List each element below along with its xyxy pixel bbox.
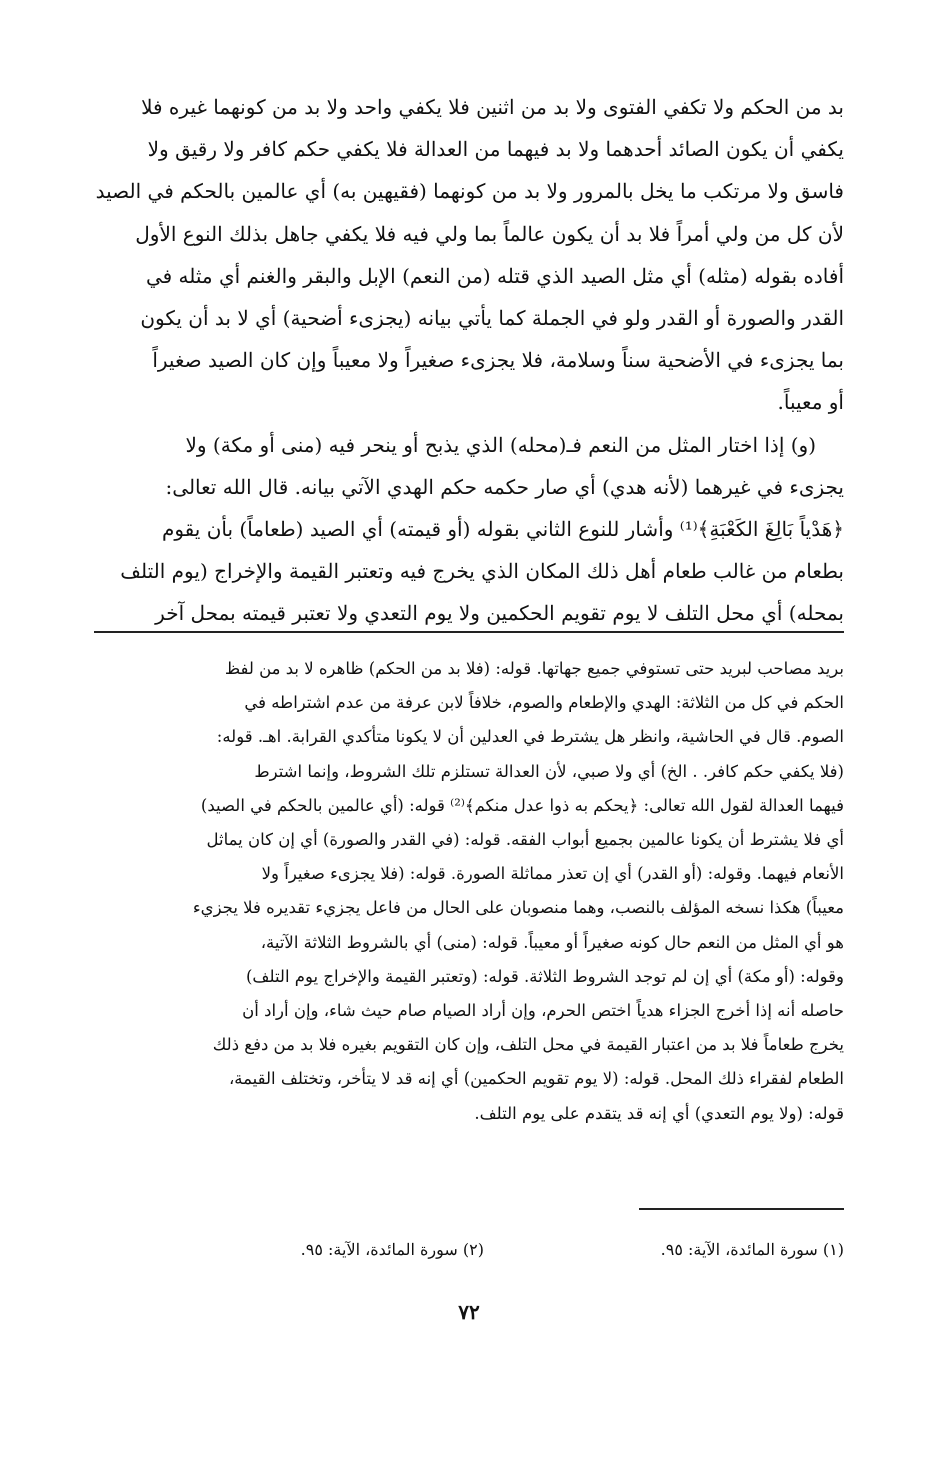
main-text-divider [94, 631, 844, 633]
footnote-divider [639, 1208, 844, 1210]
commentary-line: أي فلا يشترط أن يكونا عالمين بجميع أبواب الفقه. قوله: (في القدر والصورة) أي إن كان يماثل [206, 830, 844, 850]
commentary-line: يخرج طعاماً فلا بد من اعتبار القيمة في محل التلف، وإن كان التقويم بغيره فلا بد من دفع ذلك [212, 1035, 844, 1055]
commentary-line: الصوم. قال في الحاشية، وانظر هل يشترط في العدلين أن لا يكونا متأكدي القرابة. اهـ. قوله: [216, 727, 844, 747]
main-text-line: بطعام من غالب طعام أهل ذلك المكان الذي يخرج فيه وتعتبر القيمة والإخراج (يوم التلف [120, 559, 844, 584]
page-number: ٧٢ [458, 1300, 480, 1324]
commentary-line: قوله: (ولا يوم التعدي) أي إنه قد يتقدم على يوم التلف. [474, 1103, 844, 1123]
main-text-block [94, 86, 844, 635]
main-text-line: القدر والصورة أو القدر ولو في الجملة كما يأتي بيانه (يجزىء أضحية) أي لا بد أن يكون [140, 306, 844, 331]
main-text-line: (و) إذا اختار المثل من النعم فـ(محله) الذي يذبح أو ينحر فيه (منى أو مكة) ولا [185, 432, 816, 457]
footnote-1: (١) سورة المائدة، الآية: ٩٥. [660, 1240, 844, 1259]
main-text-line: ﴿هَدْياً بَالِغَ الكَعْبَةِ﴾⁽¹⁾ وأشار للنوع الثاني بقوله (أو قيمته) أي الصيد (طعاماً) بأن يقوم [161, 517, 844, 542]
commentary-line: الأنعام فيهما. وقوله: (أو القدر) أي إن تعذر مماثلة الصورة. قوله: (فلا يجزىء صغيراً ولا [261, 864, 844, 884]
commentary-line: حاصله أنه إذا أخرج الجزاء هدياً اختص الحرم، وإن أراد الصيام صام حيث شاء، وإن أراد أن [242, 1001, 844, 1021]
main-text-line: يكفي أن يكون الصائد أحدهما ولا بد فيهما من العدالة فلا يكفي حكم كافر ولا رقيق ولا [147, 137, 844, 162]
commentary-line: فيهما العدالة لقول الله تعالى: ﴿يحكم به ذوا عدل منكم﴾⁽²⁾ قوله: (أي عالمين بالحكم في الصيد) [200, 795, 844, 815]
main-text-line: بد من الحكم ولا تكفي الفتوى ولا بد من اثنين فلا يكفي واحد ولا بد من كونهما غيره فلا [141, 95, 844, 119]
footnote-2: (٢) سورة المائدة، الآية: ٩٥. [300, 1240, 484, 1259]
main-text-line: أو معيباً. [777, 390, 844, 415]
commentary-line: (فلا يكفي حكم كافر. . الخ) أي ولا صبي، لأن العدالة تستلزم تلك الشروط، وإنما اشترط [254, 761, 844, 781]
commentary-line: معيباً) هكذا نسخه المؤلف بالنصب، وهما منصوبان على الحال من فاعل يجزيء تقديره فلا يجزيء [192, 898, 844, 918]
main-text-line: بما يجزىء في الأضحية سناً وسلامة، فلا يجزىء صغيراً ولا معيباً وإن كان الصيد صغيراً [152, 348, 844, 373]
commentary-block [94, 652, 844, 1131]
main-text-line: يجزىء في غيرهما (لأنه هدي) أي صار حكمه حكم الهدي الآتي بيانه. قال الله تعالى: [165, 474, 844, 499]
commentary-line: الطعام لفقراء ذلك المحل. قوله: (لا يوم تقويم الحكمين) أي إنه قد لا يتأخر، وتختلف القيمة، [228, 1069, 844, 1089]
commentary-line: الحكم في كل من الثلاثة: الهدي والإطعام والصوم، خلافاً لابن عرفة من عدم اشتراطه في [244, 693, 844, 713]
main-text-line: لأن كل من ولي أمراً فلا بد أن يكون عالماً بما ولي فيه فلا يكفي جاهل بذلك النوع الأول [135, 221, 844, 246]
main-text-line: بمحله) أي محل التلف لا يوم تقويم الحكمين ولا يوم التعدي ولا تعتبر قيمته بمحل آخر [155, 601, 844, 626]
commentary-line: وقوله: (أو مكة) أي إن لم توجد الشروط الثلاثة. قوله: (وتعتبر القيمة والإخراج يوم التلف) [245, 966, 844, 986]
commentary-line: بريد مصاحب لبريد حتى تستوفي جميع جهاتها. قوله: (فلا بد من الحكم) ظاهره لا بد من لفظ [224, 659, 844, 678]
main-text-line: أفاده بقوله (مثله) أي مثل الصيد الذي قتله (من النعم) الإبل والبقر والغنم أي مثله في [145, 263, 844, 288]
commentary-line: هو أي المثل من النعم حال كونه صغيراً أو معيباً. قوله: (منى) أي بالشروط الثلاثة الآتية، [260, 932, 844, 952]
main-text-line: فاسق ولا مرتكب ما يخل بالمرور ولا بد من كونهما (فقيهين به) أي عالمين بالحكم في الصيد [95, 179, 844, 204]
